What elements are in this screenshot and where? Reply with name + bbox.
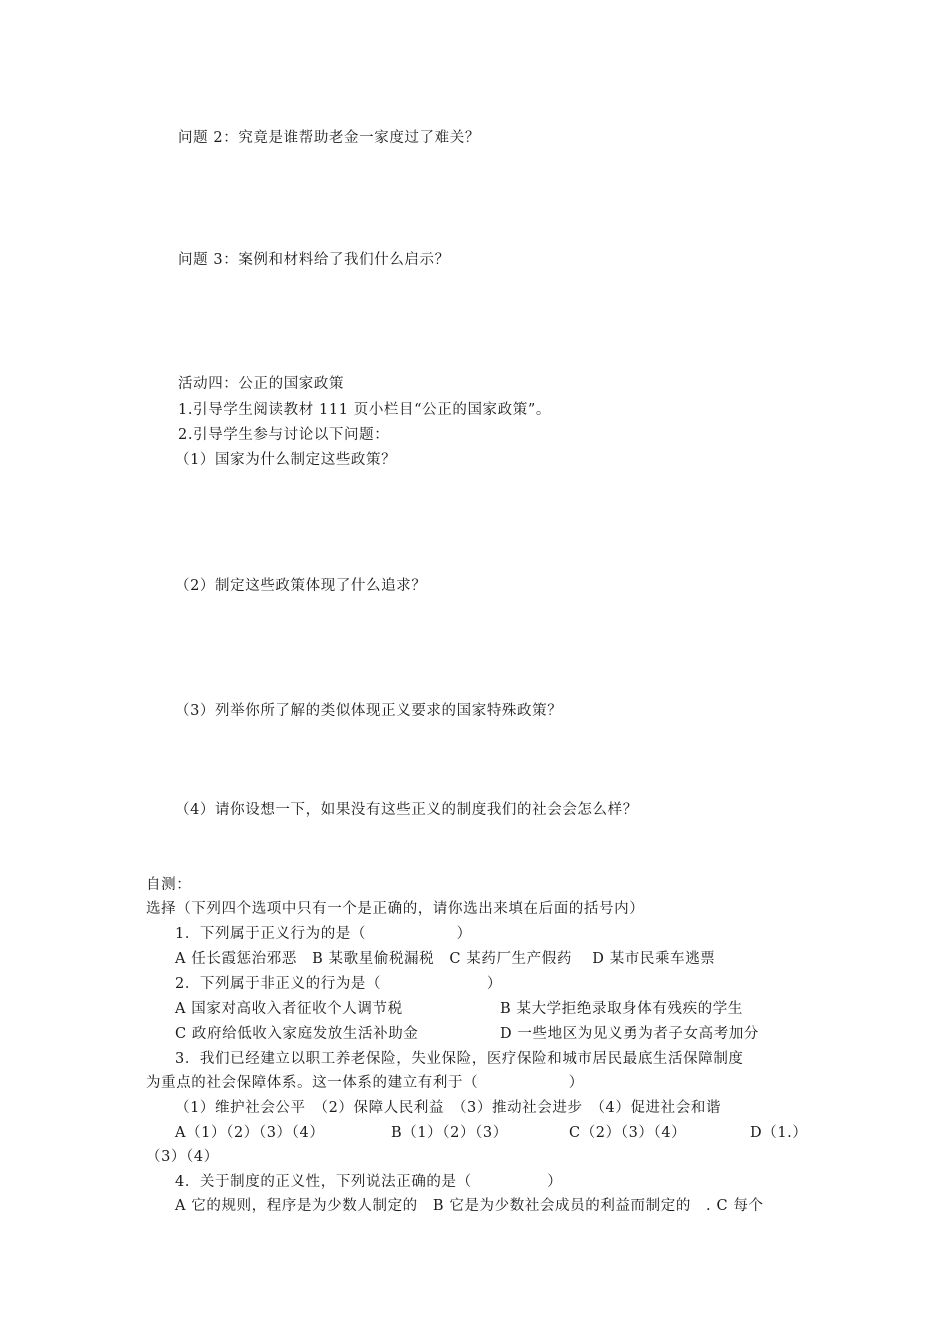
selftest-title: 自测： <box>146 877 192 893</box>
q1-stem: 1．下列属于正义行为的是（ ） <box>175 926 472 942</box>
q3-option-b: B（1）（2）（3） <box>391 1125 508 1141</box>
question-3: 问题 3：案例和材料给了我们什么启示？ <box>178 252 450 268</box>
q2-option-b: B 某大学拒绝录取身体有残疾的学生 <box>500 1001 743 1017</box>
q3-stem-line-2: 为重点的社会保障体系。这一体系的建立有利于（ ） <box>146 1075 584 1091</box>
q1-options: A 任长霞惩治邪恶 B 某歌星偷税漏税 C 某药厂生产假药 D 某市民乘车逃票 <box>175 951 716 967</box>
q2-option-c: C 政府给低收入家庭发放生活补助金 <box>175 1026 419 1042</box>
activity-4-sub-4: （4）请你设想一下，如果没有这些正义的制度我们的社会会怎么样？ <box>175 802 638 818</box>
q3-option-continuation: （3）（4） <box>146 1149 219 1165</box>
activity-4-sub-2: （2）制定这些政策体现了什么追求？ <box>175 578 427 594</box>
activity-4-step-2: 2.引导学生参与讨论以下问题： <box>178 427 390 443</box>
q3-items: （1）维护社会公平 （2）保障人民利益 （3）推动社会进步 （4）促进社会和谐 <box>175 1100 722 1116</box>
activity-4-sub-3: （3）列举你所了解的类似体现正义要求的国家特殊政策？ <box>175 703 563 719</box>
q3-option-c: C（2）（3）（4） <box>569 1125 687 1141</box>
q3-option-d: D（1.） <box>750 1125 808 1141</box>
selftest-instruction: 选择（下列四个选项中只有一个是正确的，请你选出来填在后面的括号内） <box>146 901 645 917</box>
q2-option-d: D 一些地区为见义勇为者子女高考加分 <box>500 1026 760 1042</box>
q2-stem: 2．下列属于非正义的行为是（ ） <box>175 976 502 992</box>
activity-4-sub-1: （1）国家为什么制定这些政策？ <box>175 452 397 468</box>
q3-stem-line-1: 3．我们已经建立以职工养老保险，失业保险，医疗保险和城市居民最底生活保障制度 <box>175 1051 744 1067</box>
question-2: 问题 2：究竟是谁帮助老金一家度过了难关？ <box>178 130 480 146</box>
activity-4-step-1: 1.引导学生阅读教材 111 页小栏目“公正的国家政策”。 <box>178 402 551 418</box>
q3-option-a: A（1）（2）（3）（4） <box>175 1125 325 1141</box>
activity-4-title: 活动四：公正的国家政策 <box>178 376 345 392</box>
q2-option-a: A 国家对高收入者征收个人调节税 <box>175 1001 403 1017</box>
q4-options: A 它的规则，程序是为少数人制定的 B 它是为少数社会成员的利益而制定的 . C 每个 <box>175 1198 764 1214</box>
q4-stem: 4．关于制度的正义性，下列说法正确的是（ ） <box>175 1174 563 1190</box>
